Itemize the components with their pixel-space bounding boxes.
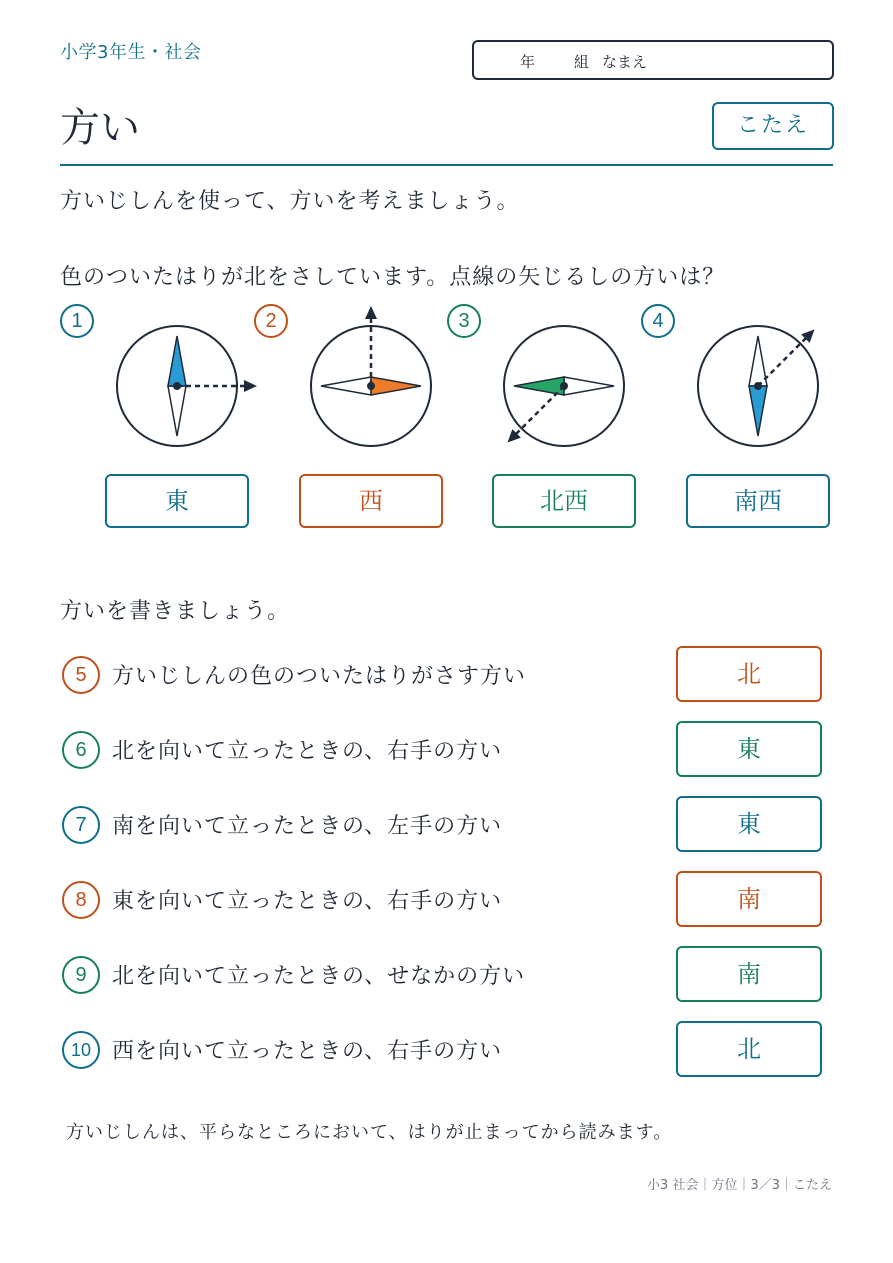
arrow-head: [365, 306, 377, 319]
answer-box-2[interactable]: 西: [299, 474, 443, 528]
answer-box-7[interactable]: 東: [676, 796, 822, 852]
section1-question: 色のついたはりが北をさしています。点線の矢じるしの方いは？: [60, 265, 726, 290]
name-label: なまえ: [602, 53, 648, 71]
answer-box-3[interactable]: 北西: [492, 474, 636, 528]
compass-1: [92, 301, 262, 471]
page-title: 方い: [60, 105, 140, 151]
answer-badge: こたえ: [712, 102, 834, 150]
compass-number-1: 1: [60, 304, 94, 338]
question-text-8: 東を向いて立ったときの、右手の方い: [112, 889, 503, 914]
page-footer: 小3 社会｜方位｜3／3｜こたえ: [647, 1178, 832, 1193]
section2-heading: 方いを書きましょう。: [60, 599, 291, 624]
compass-pivot: [173, 382, 181, 390]
compass-number-2: 2: [254, 304, 288, 338]
question-number-8: 8: [62, 881, 100, 919]
arrow-head: [244, 380, 257, 392]
compass-pivot: [560, 382, 568, 390]
question-text-6: 北を向いて立ったときの、右手の方い: [112, 739, 503, 764]
question-number-10: 10: [62, 1031, 100, 1069]
subject-label: 小学3年生・社会: [60, 42, 202, 63]
compass-pivot: [754, 382, 762, 390]
compass-2: [286, 301, 456, 471]
question-number-6: 6: [62, 731, 100, 769]
class-label: 組: [574, 53, 590, 71]
answer-box-10[interactable]: 北: [676, 1021, 822, 1077]
compass-3: [479, 301, 649, 471]
answer-box-9[interactable]: 南: [676, 946, 822, 1002]
question-number-9: 9: [62, 956, 100, 994]
compass-number-4: 4: [641, 304, 675, 338]
instruction-text: 方いじしんを使って、方いを考えましょう。: [60, 189, 520, 214]
answer-box-4[interactable]: 南西: [686, 474, 830, 528]
compass-number-3: 3: [447, 304, 481, 338]
compass-pivot: [367, 382, 375, 390]
year-label: 年: [520, 53, 536, 71]
question-text-7: 南を向いて立ったときの、左手の方い: [112, 814, 503, 839]
name-box[interactable]: [472, 40, 834, 80]
question-number-7: 7: [62, 806, 100, 844]
answer-box-1[interactable]: 東: [105, 474, 249, 528]
question-text-9: 北を向いて立ったときの、せなかの方い: [112, 964, 526, 989]
question-text-5: 方いじしんの色のついたはりがさす方い: [112, 664, 527, 689]
question-text-10: 西を向いて立ったときの、右手の方い: [112, 1039, 503, 1064]
question-number-5: 5: [62, 656, 100, 694]
header-divider: [60, 164, 833, 166]
note-text: 方いじしんは、平らなところにおいて、はりが止まってから読みます。: [66, 1122, 673, 1143]
answer-box-5[interactable]: 北: [676, 646, 822, 702]
answer-box-6[interactable]: 東: [676, 721, 822, 777]
compass-4: [673, 301, 843, 471]
answer-box-8[interactable]: 南: [676, 871, 822, 927]
